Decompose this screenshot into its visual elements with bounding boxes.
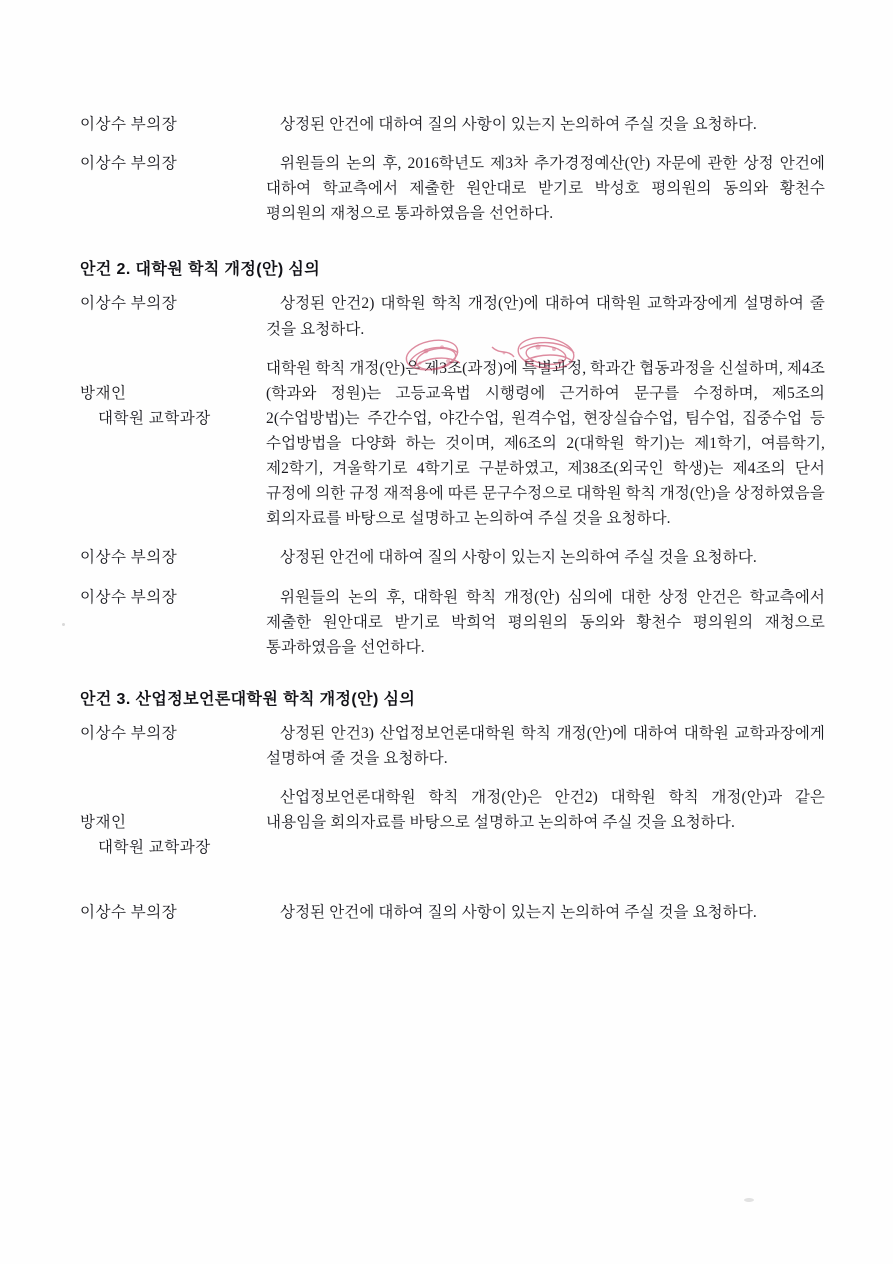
speaker-title: 대학원 교학과장 xyxy=(98,409,211,427)
speech-text: 산업정보언론대학원 학칙 개정(안)은 안건2) 대학원 학칙 개정(안)과 같은 내용임을 회의자료를 바탕으로 설명하고 논의하여 주실 것을 요청하다. xyxy=(266,789,825,832)
speech-text: 위원들의 논의 후, 대학원 학칙 개정(안) 심의에 대한 상정 안건은 학교측에서 제출한 원안대로 받기로 박희억 평의원의 동의와 황천수 평의원의 재청으로 통과하였음을 선언하다. xyxy=(266,588,825,656)
speech-text: 상정된 안건에 대하여 질의 사항이 있는지 논의하여 주실 것을 요청하다. xyxy=(280,116,757,133)
dialogue-row xyxy=(80,356,825,532)
speech-text: 상정된 안건3) 산업정보언론대학원 학칙 개정(안)에 대하여 대학원 교학과장에게 설명하여 줄 것을 요청하다. xyxy=(266,724,825,767)
dialogue-row xyxy=(80,291,825,341)
speech-text: 대학원 학칙 개정(안)은 제3조(과정)에 특별과정, 학과간 협동과정을 신설하며, 제4조(학과와 정원)는 고등교육법 시행령에 근거하여 문구를 수정하며, 제5조의 2(수업방법)는 주간수업, 야간수업, 원격수업, 현장실습수업, 팀수업, 집중수업 등 수업방법을 다양화 하는 것이며, 제6조의 2(대학원 학기)는 제1학기, 여름학기, 제2학기, 겨울학기로 4학기로 구분하였고, 제38조(외국인 학생)는 제4조의 단서 규정에 의한 규정 재적용에 따른 문구수정으로 대학원 학칙 개정(안)을 상정하였음을 회의자료를 바탕으로 설명하고 논의하여 주실 것을 요청하다. xyxy=(266,359,825,528)
speech-text: 위원들의 논의 후, 2016학년도 제3차 추가경정예산(안) 자문에 관한 상정 안건에 대하여 학교측에서 제출한 원안대로 받기로 박성호 평의원의 동의와 황천수 평의원의 재청으로 통과하였음을 선언하다. xyxy=(266,155,825,223)
scan-speckle xyxy=(744,1198,754,1202)
dialogue-row xyxy=(80,785,825,885)
dialogue-row xyxy=(80,900,825,925)
dialogue-row xyxy=(80,151,825,226)
speaker-name-group xyxy=(80,785,266,885)
speech-text: 상정된 안건에 대하여 질의 사항이 있는지 논의하여 주실 것을 요청하다. xyxy=(280,549,757,567)
speech-text: 상정된 안건2) 대학원 학칙 개정(안)에 대하여 대학원 교학과장에게 설명하여 줄 것을 요청하다. xyxy=(266,295,825,338)
speaker-name: 방재인 xyxy=(80,814,127,832)
speaker-name: 이상수 부의장 xyxy=(80,903,178,921)
dialogue-row xyxy=(80,721,825,771)
speaker-name: 이상수 부의장 xyxy=(80,116,178,133)
dialogue-row xyxy=(80,545,825,570)
speaker-name: 이상수 부의장 xyxy=(80,588,178,606)
speech-text: 상정된 안건에 대하여 질의 사항이 있는지 논의하여 주실 것을 요청하다. xyxy=(280,903,757,921)
speaker-name: 이상수 부의장 xyxy=(80,155,178,173)
speaker-title: 대학원 교학과장 xyxy=(98,839,211,857)
agenda-heading-2: 안건 2. 대학원 학칙 개정(안) 심의 xyxy=(80,261,321,279)
scan-speckle xyxy=(62,623,65,626)
agenda-heading-3: 안건 3. 산업정보언론대학원 학칙 개정(안) 심의 xyxy=(80,690,416,708)
speaker-name-group xyxy=(80,356,266,456)
speaker-name: 이상수 부의장 xyxy=(80,549,178,567)
dialogue-row xyxy=(80,585,825,660)
speaker-name: 이상수 부의장 xyxy=(80,724,178,742)
speaker-name: 이상수 부의장 xyxy=(80,295,178,313)
dialogue-row xyxy=(80,112,825,137)
speaker-name: 방재인 xyxy=(80,384,127,402)
